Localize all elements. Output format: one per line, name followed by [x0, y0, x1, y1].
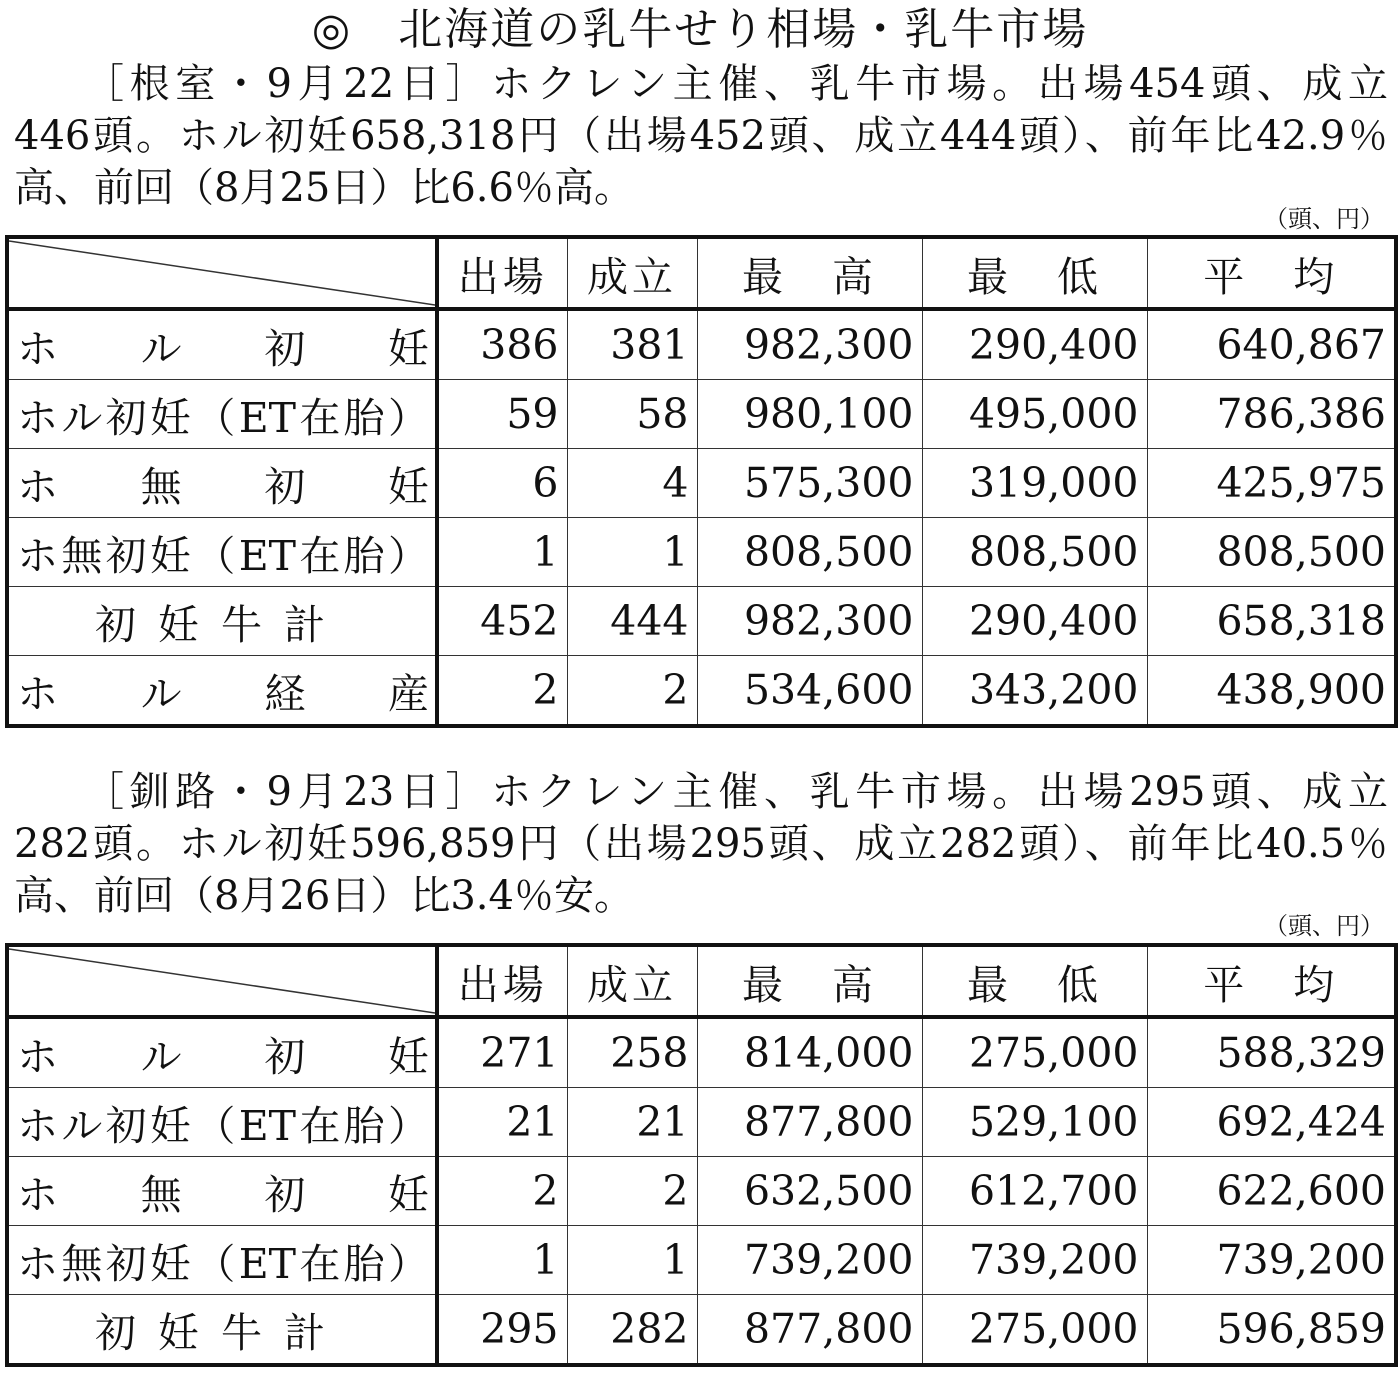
kushiro-line-3: 高、前回（8月26日）比3.4％安。 — [14, 873, 634, 919]
cell-saitei: 275,000 — [922, 1017, 1147, 1088]
cell-shutsujo: 2 — [437, 656, 567, 727]
page-title: ◎ 北海道の乳牛せり相場・乳牛市場 — [311, 4, 1089, 55]
cell-saiko: 814,000 — [697, 1017, 922, 1088]
table-row-total — [7, 1295, 1396, 1366]
cell-seiritsu: 1 — [567, 1226, 697, 1295]
cell-heikin: 640,867 — [1147, 309, 1396, 380]
nemuro-line-3: 高、前回（8月25日）比6.6％高。 — [14, 165, 634, 211]
cell-shutsujo: 2 — [437, 1157, 567, 1226]
nemuro-paragraph — [14, 58, 1388, 214]
cell-heikin: 739,200 — [1147, 1226, 1396, 1295]
cell-shutsujo: 386 — [437, 309, 567, 380]
row-label: 初妊牛計 — [7, 587, 437, 656]
cell-heikin: 786,386 — [1147, 380, 1396, 449]
cell-shutsujo: 6 — [437, 449, 567, 518]
row-label: ホ無初妊 — [7, 1157, 437, 1226]
cell-seiritsu: 1 — [567, 518, 697, 587]
row-label: 初妊牛計 — [7, 1295, 437, 1366]
header-saiko: 最 高 — [697, 945, 922, 1017]
table-row — [7, 449, 1396, 518]
cell-seiritsu: 381 — [567, 309, 697, 380]
table-row — [7, 656, 1396, 727]
cell-saiko: 982,300 — [697, 309, 922, 380]
header-shutsujo: 出場 — [437, 237, 567, 309]
cell-heikin: 588,329 — [1147, 1017, 1396, 1088]
cell-seiritsu: 58 — [567, 380, 697, 449]
cell-saiko: 534,600 — [697, 656, 922, 727]
cell-seiritsu: 21 — [567, 1088, 697, 1157]
cell-saitei: 319,000 — [922, 449, 1147, 518]
nemuro-line-1: ［根室・9月22日］ホクレン主催、乳牛市場。出場454頭、成立 — [84, 61, 1388, 107]
cell-saitei: 739,200 — [922, 1226, 1147, 1295]
cell-saiko: 575,300 — [697, 449, 922, 518]
table-row — [7, 1017, 1396, 1088]
cell-saiko: 877,800 — [697, 1088, 922, 1157]
header-heikin: 平 均 — [1147, 945, 1396, 1017]
diagonal-corner-cell — [7, 237, 437, 309]
cell-saitei: 495,000 — [922, 380, 1147, 449]
row-label: ホ無初妊 — [7, 449, 437, 518]
cell-seiritsu: 2 — [567, 656, 697, 727]
cell-saitei: 290,400 — [922, 587, 1147, 656]
cell-saiko: 739,200 — [697, 1226, 922, 1295]
table-row — [7, 518, 1396, 587]
cell-saitei: 290,400 — [922, 309, 1147, 380]
table-row — [7, 1088, 1396, 1157]
nemuro-price-table — [5, 235, 1398, 728]
row-label: ホル初妊（ET在胎） — [7, 1088, 437, 1157]
table-row — [7, 1157, 1396, 1226]
header-saitei: 最 低 — [922, 945, 1147, 1017]
cell-heikin: 425,975 — [1147, 449, 1396, 518]
kushiro-paragraph — [14, 766, 1388, 922]
cell-saitei: 529,100 — [922, 1088, 1147, 1157]
header-heikin: 平 均 — [1147, 237, 1396, 309]
cell-shutsujo: 295 — [437, 1295, 567, 1366]
cell-shutsujo: 1 — [437, 518, 567, 587]
cell-seiritsu: 258 — [567, 1017, 697, 1088]
cell-saitei: 612,700 — [922, 1157, 1147, 1226]
cell-heikin: 808,500 — [1147, 518, 1396, 587]
cell-heikin: 596,859 — [1147, 1295, 1396, 1366]
header-seiritsu: 成立 — [567, 945, 697, 1017]
cell-shutsujo: 1 — [437, 1226, 567, 1295]
cell-heikin: 622,600 — [1147, 1157, 1396, 1226]
cell-heikin: 658,318 — [1147, 587, 1396, 656]
row-label: ホル経産 — [7, 656, 437, 727]
cell-shutsujo: 271 — [437, 1017, 567, 1088]
table-row-total — [7, 587, 1396, 656]
table-row — [7, 380, 1396, 449]
cell-seiritsu: 4 — [567, 449, 697, 518]
row-label: ホ無初妊（ET在胎） — [7, 518, 437, 587]
table-header-row — [7, 945, 1396, 1017]
row-label: ホル初妊 — [7, 1017, 437, 1088]
kushiro-unit-note: （頭、円） — [1264, 912, 1384, 940]
cell-saiko: 982,300 — [697, 587, 922, 656]
kushiro-line-1: ［釧路・9月23日］ホクレン主催、乳牛市場。出場295頭、成立 — [84, 769, 1388, 815]
header-seiritsu: 成立 — [567, 237, 697, 309]
nemuro-unit-note: （頭、円） — [1264, 205, 1384, 233]
header-shutsujo: 出場 — [437, 945, 567, 1017]
row-label: ホル初妊（ET在胎） — [7, 380, 437, 449]
table-row — [7, 309, 1396, 380]
row-label: ホ無初妊（ET在胎） — [7, 1226, 437, 1295]
cell-shutsujo: 59 — [437, 380, 567, 449]
nemuro-line-2: 446頭。ホル初妊658,318円（出場452頭、成立444頭）、前年比42.9％ — [14, 113, 1388, 159]
header-saiko: 最 高 — [697, 237, 922, 309]
cell-shutsujo: 21 — [437, 1088, 567, 1157]
diagonal-corner-cell — [7, 945, 437, 1017]
cell-shutsujo: 452 — [437, 587, 567, 656]
cell-saiko: 980,100 — [697, 380, 922, 449]
cell-saitei: 275,000 — [922, 1295, 1147, 1366]
cell-seiritsu: 2 — [567, 1157, 697, 1226]
cell-seiritsu: 444 — [567, 587, 697, 656]
cell-saitei: 808,500 — [922, 518, 1147, 587]
cell-saiko: 808,500 — [697, 518, 922, 587]
cell-heikin: 438,900 — [1147, 656, 1396, 727]
cell-seiritsu: 282 — [567, 1295, 697, 1366]
table-row — [7, 1226, 1396, 1295]
cell-saiko: 877,800 — [697, 1295, 922, 1366]
table-header-row — [7, 237, 1396, 309]
cell-saitei: 343,200 — [922, 656, 1147, 727]
kushiro-line-2: 282頭。ホル初妊596,859円（出場295頭、成立282頭）、前年比40.5％ — [14, 821, 1388, 867]
header-saitei: 最 低 — [922, 237, 1147, 309]
cell-saiko: 632,500 — [697, 1157, 922, 1226]
cell-heikin: 692,424 — [1147, 1088, 1396, 1157]
kushiro-price-table — [5, 943, 1398, 1367]
row-label: ホル初妊 — [7, 309, 437, 380]
